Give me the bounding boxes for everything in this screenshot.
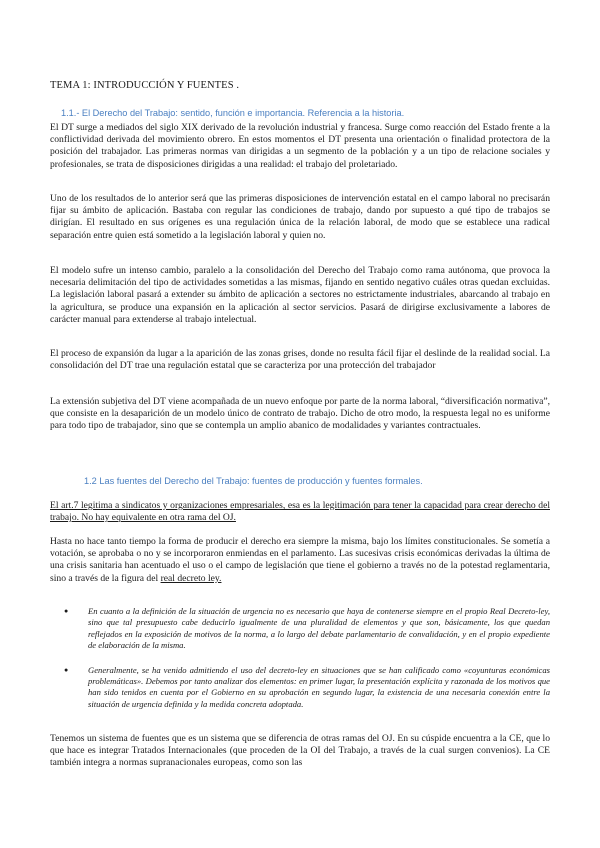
paragraph-results: Uno de los resultados de lo anterior será que las primeras disposiciones de intervención estatal en el campo laboral no precisarán fijar su ámbito de aplicación. Bastaba con regular las condiciones de trabajo, dando por supuesto a qué tipo de trabajos se dirigían. El resultado en sus orígenes es una regulación única de la relación laboral, de modo que se establece una radical separación entre quien está sometido a la legislación laboral y quien no.	[50, 193, 550, 241]
paragraph-extension: La extensión subjetiva del DT viene acompañada de un nuevo enfoque por parte de la norma laboral, “diversificación normativa”, que consiste en la desaparición de un modelo único de contrato de trabajo. Dicho de otro modo, la respuesta legal no es uniforme para todo tipo de trabajador, sino que se contempla un amplio abanico de modalidades y variantes contractuales.	[50, 396, 550, 432]
paragraph-art7: El art.7 legitima a sindicatos y organizaciones empresariales, esa es la legitimación para tener la capacidad para crear derecho del trabajo. No hay equivalente en otra rama del OJ.	[50, 500, 550, 524]
paragraph-origin: El DT surge a mediados del siglo XIX derivado de la revolución industrial y francesa. Surge como reacción del Estado frente a la conflictividad derivada del movimiento obrero. En estos momentos el DT presenta una orientación o finalidad protectora de la posición del trabajador. Las primeras normas van dirigidas a un segmento de la población y a un tipo de relacione sociales y profesionales, se trata de disposiciones dirigidas a una realidad: el trabajo del proletariado.	[50, 122, 550, 170]
section-2-heading	[84, 476, 423, 486]
paragraph-grey-zones: El proceso de expansión da lugar a la aparición de las zonas grises, donde no resulta fácil fijar el deslinde de la realidad social. La consolidación del DT trae una regulación estatal que se caracteriza por una protección del trabajador	[50, 348, 550, 372]
list-item: ● Generalmente, se ha venido admitiendo el uso del decreto-ley en situaciones que se han calificado como «coyunturas económicas problemáticas». Debemos por tanto analizar dos elementos: en primer lugar, la presentación explícita y razonada de los motivos que han sido tenidos en cuenta por el Gobierno en su aprobación en segundo lugar, la existencia de una necesaria conexión entre la situación de urgencia definida y la medida concreta adoptada.	[88, 665, 550, 711]
paragraph-production	[50, 536, 550, 585]
paragraph-model-change: El modelo sufre un intenso cambio, paralelo a la consolidación del Derecho del Trabajo como rama autónoma, que provoca la necesaria delimitación del tipo de actividades sometidas a las mismas, fijando en sentido negativo cuáles otras quedan excluidas. La legislación laboral pasará a extender su ámbito de aplicación a sectores no estrictamente industriales, abarcando al trabajo en la agricultura, se produce una expansión en la aplicación al sector servicios. Pasará de dirigirse exclusivamente a labores de carácter manual para extenderse al trabajo intelectual.	[50, 265, 550, 325]
page-title: TEMA 1: INTRODUCCIÓN Y FUENTES .	[50, 80, 240, 91]
bullet-list	[88, 606, 550, 710]
section-1-heading: 1.1.- El Derecho del Trabajo: sentido, función e importancia. Referencia a la historia.	[61, 108, 405, 118]
section-2-title: Las fuentes del Derecho del Trabajo: fuentes de producción y fuentes formales.	[99, 476, 423, 486]
section-2-number: 1.2	[84, 476, 97, 486]
paragraph-production-text: Hasta no hace tanto tiempo la forma de producir el derecho era siempre la misma, bajo los límites constitucionales. Se sometía a votación, se aprobaba o no y se incorporaron enmiendas en el parlamento. Las sucesivas crisis económicas derivadas la última de una crisis sanitaria han acentuado el uso o el campo de legislación que tiene el gobierno a través no de la potestad reglamentaria, sino a través de la figura del	[50, 536, 550, 584]
list-item: ● En cuanto a la definición de la situación de urgencia no es necesario que haya de contenerse siempre en el propio Real Decreto-ley, sino que tal presupuesto cabe deducirlo igualmente de una pluralidad de elementos y que son, básicamente, los que quedan reflejados en la exposición de motivos de la norma, a lo largo del debate parlamentario de convalidación, y en el propio expediente de elaboración de la misma.	[88, 606, 550, 652]
paragraph-sources-system: Tenemos un sistema de fuentes que es un sistema que se diferencia de otras ramas del OJ. En su cúspide encuentra a la CE, que lo que hace es integrar Tratados Internacionales (que proceden de la OI del Trabajo, a través de la cual surgen convenios). La CE también integra a normas supranacionales europeas, como son las	[50, 733, 550, 769]
real-decreto-ley-link: real decreto ley.	[160, 572, 222, 584]
